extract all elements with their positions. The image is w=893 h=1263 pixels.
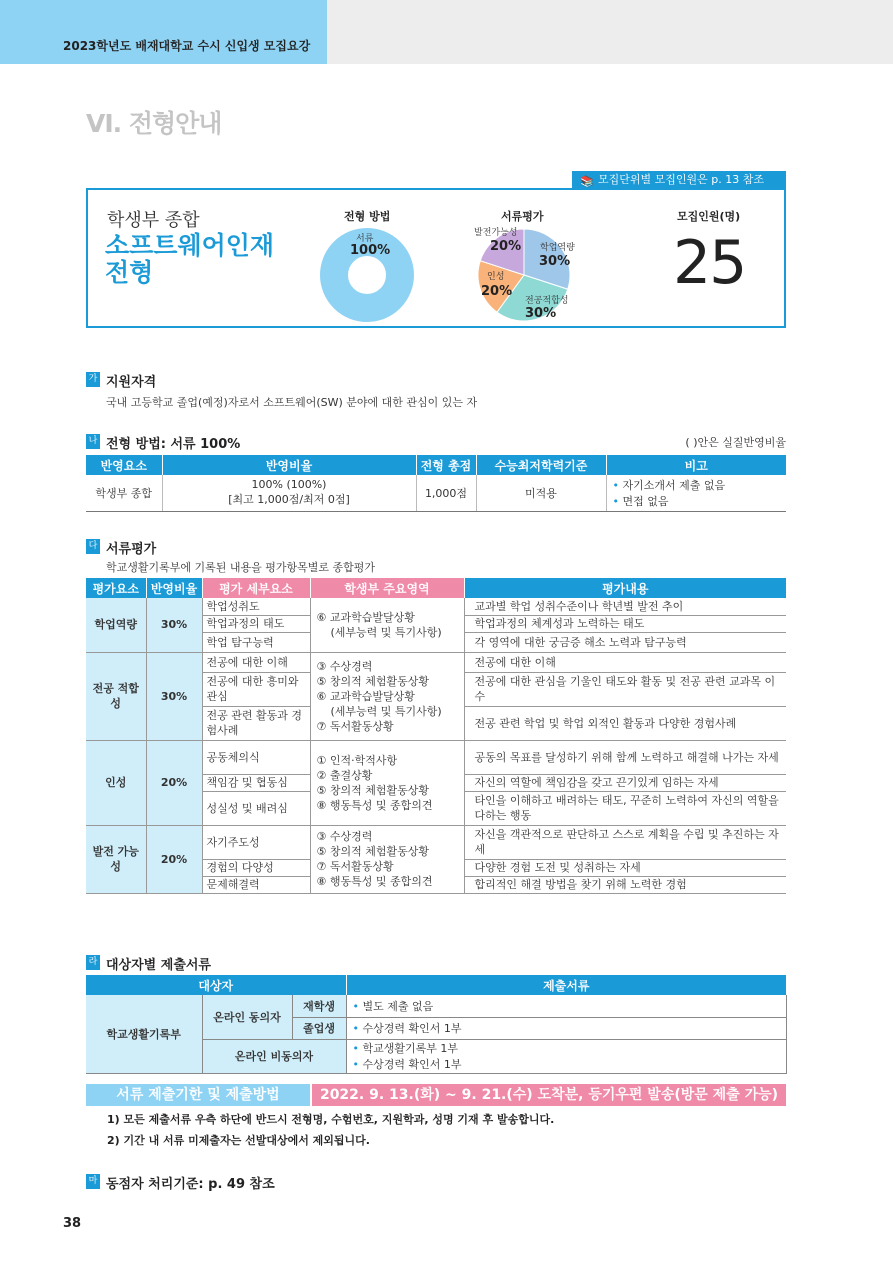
eval-group-name: 인성 [86,740,146,825]
quota-value: 25 [673,228,746,298]
eval-value-1: 30% [525,306,557,321]
badge-ra: 라 [86,955,100,970]
th-element: 반영요소 [86,455,162,475]
eval-area-line: ⑥ 교과학습발달상황 [316,689,415,703]
th-eval-area: 학생부 주요영역 [310,578,464,598]
eval-label-2: 인성 [487,272,505,282]
graduate-cell: 졸업생 [292,1017,346,1039]
summary-main-title [105,232,274,286]
reference-note-text: 모집단위별 모집인원은 p. 13 참조 [598,173,764,186]
eval-content: 교과별 학업 성취수준이나 학년별 발전 추이 [464,598,786,615]
eval-value-0: 30% [539,254,571,269]
ga-title: 지원자격 [106,375,157,390]
eval-detail: 전공에 대한 이해 [202,652,310,672]
eval-area-line: ② 출결상황 [316,768,373,782]
eval-area [310,652,464,740]
enrolled-cell: 재학생 [292,995,346,1017]
th-eval-content: 평가내용 [464,578,786,598]
th-target: 대상자 [86,975,346,995]
record-cell: 학교생활기록부 [86,995,202,1073]
eval-content: 자신의 역할에 책임감을 갖고 끈기있게 임하는 자세 [464,774,786,791]
nonconsent-doc1: 학교생활기록부 1부 [362,1042,459,1055]
header-accent [0,0,327,64]
eval-value-2: 20% [481,284,513,299]
method-table-header [86,455,786,475]
eval-group-ratio: 20% [146,740,202,825]
eval-group-ratio: 30% [146,598,202,652]
method-label: 서류 [356,234,374,244]
nonconsent-doc2: 수상경력 확인서 1부 [362,1058,462,1071]
deadline-bar [86,1084,786,1106]
table-row [86,598,786,615]
eval-content: 각 영역에 대한 궁금증 해소 노력과 탐구능력 [464,632,786,652]
eval-group-name: 발전 가능성 [86,825,146,893]
table-row [86,475,786,511]
quota-heading: 모집인원(명) [677,210,741,223]
th-eval-detail: 평가 세부요소 [202,578,310,598]
eval-detail: 책임감 및 협동심 [202,774,310,791]
ra-title: 대상자별 제출서류 [106,958,211,973]
eval-detail: 전공에 대한 흥미와 관심 [202,672,310,706]
summary-box [86,188,786,328]
da-intro: 학교생활기록부에 기록된 내용을 평가항목별로 종합평가 [106,561,376,574]
table-row [86,995,786,1017]
graduate-doc: 수상경력 확인서 1부 [362,1022,462,1035]
badge-na: 나 [86,434,100,449]
eval-area-line: ⑧ 행동특성 및 종합의견 [316,875,433,888]
consent-cell: 온라인 동의자 [202,995,292,1039]
eval-detail: 전공 관련 활동과 경험사례 [202,706,310,740]
nonconsent-doc-line1: • 학교생활기록부 1부 [352,1042,459,1055]
docs-table-header [86,975,786,995]
method-table [86,455,786,512]
na-title: 전형 방법: 서류 100% [106,437,241,452]
eval-content: 다양한 경험 도전 및 성취하는 자세 [464,859,786,876]
footnote-1: 1) 모든 제출서류 우측 하단에 반드시 전형명, 수험번호, 지원학과, 성명 기재 후 발송합니다. [107,1113,555,1126]
eval-area-line: ⑤ 창의적 체험활동상황 [316,845,429,858]
eval-content: 전공 관련 학업 및 학업 외적인 활동과 다양한 경험사례 [464,706,786,740]
nonconsent-doc-line2: • 수상경력 확인서 1부 [352,1058,462,1071]
th-eval-element: 평가요소 [86,578,146,598]
cell-total: 1,000점 [416,475,476,511]
badge-ma: 마 [86,1174,100,1189]
deadline-label: 서류 제출기한 및 제출방법 [86,1084,310,1106]
eval-area [310,740,464,825]
evaluation-table [86,578,786,894]
documents-table [86,975,787,1074]
graduate-doc-cell: • 수상경력 확인서 1부 [346,1017,786,1039]
section-title: VI. 전형안내 [86,109,222,138]
enrolled-doc: 별도 제출 없음 [362,999,434,1013]
eval-content: 타인을 이해하고 배려하는 태도, 꾸준히 노력하여 자신의 역할을 다하는 행동 [464,791,786,825]
na-note: ( )안은 실질반영비율 [685,436,786,449]
note-text1: 자기소개서 제출 없음 [622,478,726,492]
summary-subtitle: 학생부 종합 [107,210,200,231]
eval-area-line: ⑥ 교과학습발달상황 [316,610,415,624]
header-title: 2023학년도 배재대학교 수시 신입생 모집요강 [63,39,311,53]
note-line1: • 자기소개서 제출 없음 [612,478,726,492]
book-icon: 📚 [580,175,594,188]
eval-area-line: (세부능력 및 특기사항) [330,625,442,639]
table-row [86,740,786,774]
eval-area-line: ③ 수상경력 [316,830,373,843]
eval-group-name: 전공 적합성 [86,652,146,740]
th-eval-ratio: 반영비율 [146,578,202,598]
eval-content: 전공에 대한 이해 [464,652,786,672]
eval-area [310,825,464,893]
eval-area [310,598,464,652]
eval-detail: 학업성취도 [202,598,310,615]
th-note: 비고 [606,455,786,475]
eval-content: 자신을 객관적으로 판단하고 스스로 계획을 수립 및 추진하는 자세 [464,825,786,859]
cell-min: 미적용 [476,475,606,511]
eval-detail: 학업과정의 태도 [202,615,310,632]
cell-note [606,475,786,511]
deadline-value: 2022. 9. 13.(화) ~ 9. 21.(수) 도착분, 등기우편 발송(방문 제출 가능) [312,1084,786,1106]
eval-detail: 학업 탐구능력 [202,632,310,652]
table-row [86,652,786,672]
eval-detail: 자기주도성 [202,825,310,859]
summary-main-line1: 소프트웨어인재 [105,231,275,260]
eval-label-3: 발전가능성 [474,228,518,238]
cell-ratio [162,475,416,511]
method-value: 100% [350,243,391,258]
eval-table-header [86,578,786,598]
eval-detail: 공동체의식 [202,740,310,774]
eval-content: 공동의 목표를 달성하기 위해 함께 노력하고 해결해 나가는 자세 [464,740,786,774]
badge-ga: 가 [86,372,100,387]
eval-label-0: 학업역량 [540,243,575,253]
eval-label-1: 전공적합성 [525,296,569,306]
nonconsent-cell: 온라인 비동의자 [202,1039,346,1073]
eval-group-name: 학업역량 [86,598,146,652]
ma-title: 동점자 처리기준: p. 49 참조 [106,1177,275,1192]
badge-da: 다 [86,539,100,554]
method-heading: 전형 방법 [344,210,391,223]
eval-area-line: (세부능력 및 특기사항) [330,704,442,718]
ga-text: 국내 고등학교 졸업(예정)자로서 소프트웨어(SW) 분야에 대한 관심이 있는 자 [106,396,478,409]
da-title: 서류평가 [106,542,157,557]
eval-content: 합리적인 해결 방법을 찾기 위해 노력한 경험 [464,876,786,893]
eval-value-3: 20% [490,239,522,254]
note-line2: • 면접 없음 [612,494,669,508]
eval-area-line: ⑤ 창의적 체험활동상황 [316,674,429,688]
eval-group-ratio: 20% [146,825,202,893]
th-docs: 제출서류 [346,975,786,995]
eval-detail: 성실성 및 배려심 [202,791,310,825]
cell-element: 학생부 종합 [86,475,162,511]
eval-area-line: ⑤ 창의적 체험활동상황 [316,783,429,797]
eval-area-line: ③ 수상경력 [316,659,373,673]
cell-ratio-line1: 100% (100%) [251,478,327,492]
eval-content: 전공에 대한 관심을 기울인 태도와 활동 및 전공 관련 교과목 이수 [464,672,786,706]
nonconsent-doc-cell [346,1039,786,1073]
th-ratio: 반영비율 [162,455,416,475]
cell-ratio-line2: [최고 1,000점/최저 0점] [228,493,350,507]
eval-area-line: ⑧ 행동특성 및 종합의견 [316,798,433,812]
eval-heading: 서류평가 [501,210,544,223]
th-total: 전형 총점 [416,455,476,475]
eval-area-line: ⑦ 독서활동상황 [316,719,394,733]
page-header [0,0,893,64]
summary-main-line2: 전형 [105,258,154,287]
eval-area-line: ⑦ 독서활동상황 [316,860,394,873]
eval-group-ratio: 30% [146,652,202,740]
note-text2: 면접 없음 [622,494,669,508]
footnote-2: 2) 기간 내 서류 미제출자는 선발대상에서 제외됩니다. [107,1134,370,1147]
table-row [86,825,786,859]
enrolled-doc-cell: • 별도 제출 없음 [346,995,786,1017]
eval-content: 학업과정의 체계성과 노력하는 태도 [464,615,786,632]
eval-detail: 문제해결력 [202,876,310,893]
eval-area-line: ① 인적·학적사항 [316,753,398,767]
reference-note [572,171,786,188]
page-number: 38 [63,1216,82,1231]
th-min: 수능최저학력기준 [476,455,606,475]
eval-detail: 경험의 다양성 [202,859,310,876]
